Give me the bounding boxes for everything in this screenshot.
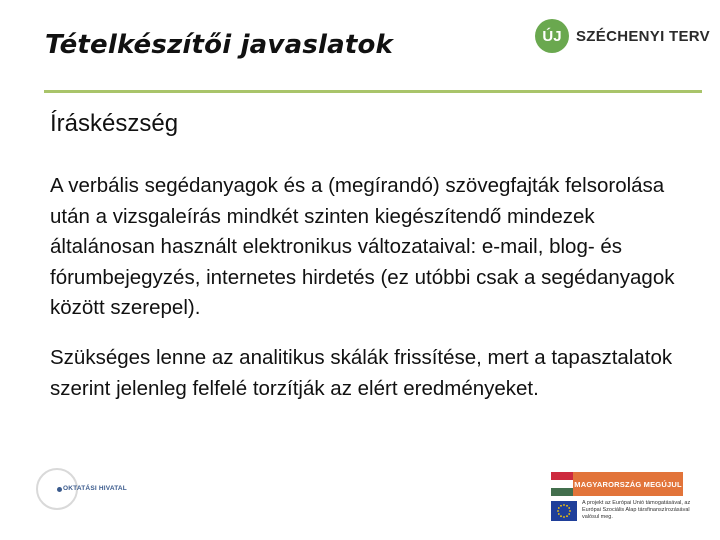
paragraph-1: A verbális segédanyagok és a (megírandó) szövegfajták felsorolása után a vizsgaleírás mindkét szinten kiegészítendő mindezek általánosan használt elektronikus változataival: e-mail, blog- és fórumbejegyzés, internetes hirdetés (ez utóbbi csak a segédanyagok között szerepel). bbox=[50, 174, 675, 319]
page-title: Tételkészítői javaslatok bbox=[45, 30, 394, 60]
szechenyi-terv-logo bbox=[535, 18, 710, 54]
section-heading: Íráskészség bbox=[50, 110, 179, 137]
eu-funding-text: A projekt az Európai Unió támogatásával, az Európai Szociális Alap társfinanszírozásával valósul meg. bbox=[582, 500, 691, 520]
logo-text: SZÉCHENYI TERV bbox=[576, 27, 710, 45]
oktatasi-hivatal-logo bbox=[36, 468, 127, 512]
paragraph-2: Szükséges lenne az analitikus skálák frissítése, mert a tapasztalatok szerint jelenleg felfelé torzítják az elért eredményeket. bbox=[50, 346, 673, 400]
logo-label: OKTATÁSI HIVATAL bbox=[63, 485, 127, 492]
logo-dot bbox=[57, 487, 62, 492]
eu-flag-icon bbox=[551, 501, 577, 521]
logo-mark: ÚJ bbox=[535, 19, 569, 53]
title-divider bbox=[44, 90, 702, 93]
badge-label: MAGYARORSZÁG MEGÚJUL bbox=[573, 472, 683, 496]
magyarorszag-megujul-badge bbox=[551, 472, 683, 496]
hungarian-flag-icon bbox=[551, 472, 573, 496]
